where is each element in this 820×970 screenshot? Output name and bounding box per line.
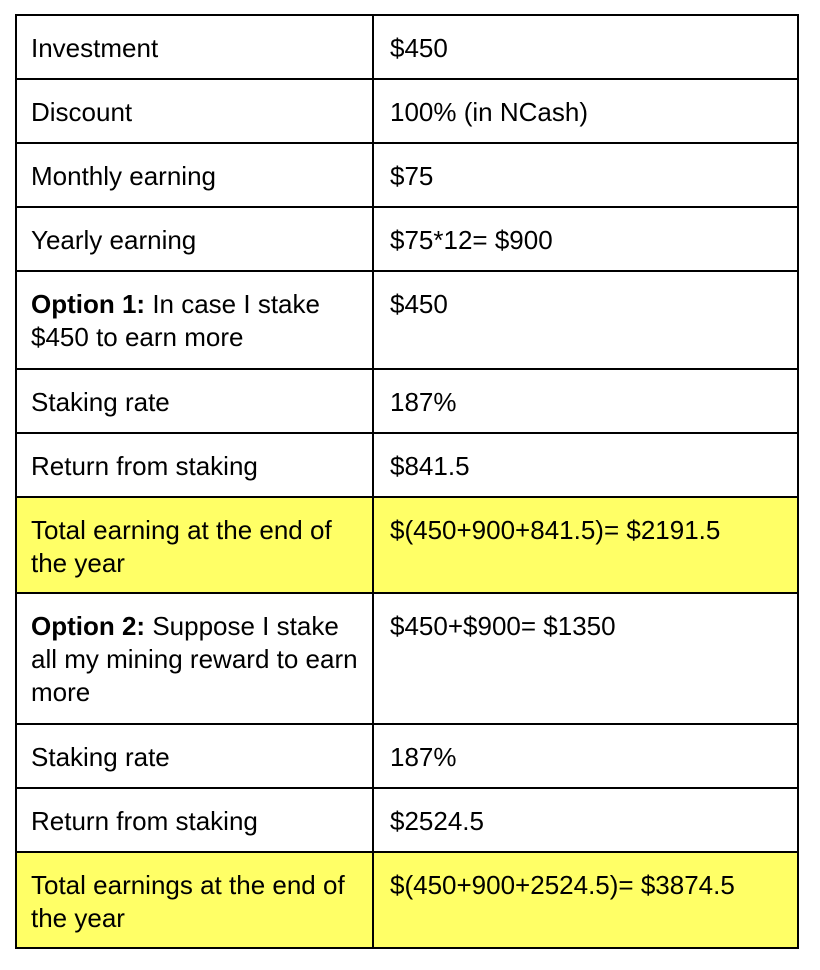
table-row-option-2 xyxy=(16,593,798,724)
table-row-option-1 xyxy=(16,271,798,369)
row-label-text: Investment xyxy=(31,33,159,63)
row-label-text: Suppose I stake all my mining reward to earn more xyxy=(31,611,358,707)
row-label xyxy=(16,593,373,724)
row-label-text: Staking rate xyxy=(31,387,170,417)
row-value: $75*12= $900 xyxy=(373,207,798,271)
row-label-text: Discount xyxy=(31,97,133,127)
row-label-text: Return from staking xyxy=(31,451,258,481)
table-row-staking-rate-1 xyxy=(16,369,798,433)
row-label xyxy=(16,271,373,369)
row-label xyxy=(16,497,373,593)
table-row-yearly-earning xyxy=(16,207,798,271)
row-value: 187% xyxy=(373,369,798,433)
row-label xyxy=(16,852,373,948)
row-value: $75 xyxy=(373,143,798,207)
row-label xyxy=(16,79,373,143)
row-label-text: Total earning at the end of the year xyxy=(31,515,332,578)
row-label xyxy=(16,143,373,207)
row-label-text: Total earnings at the end of the year xyxy=(31,870,345,933)
row-label xyxy=(16,15,373,79)
table-row-investment xyxy=(16,15,798,79)
row-label-text: Staking rate xyxy=(31,742,170,772)
table-row-discount xyxy=(16,79,798,143)
earnings-table-container xyxy=(15,14,797,949)
table-row-total-earning-1 xyxy=(16,497,798,593)
row-label xyxy=(16,788,373,852)
row-value: $2524.5 xyxy=(373,788,798,852)
row-label-text: Monthly earning xyxy=(31,161,216,191)
table-row-staking-rate-2 xyxy=(16,724,798,788)
row-value: $450 xyxy=(373,15,798,79)
row-label-text: Yearly earning xyxy=(31,225,197,255)
row-label xyxy=(16,724,373,788)
earnings-table xyxy=(15,14,799,949)
row-label xyxy=(16,433,373,497)
row-value: 187% xyxy=(373,724,798,788)
row-value: $450 xyxy=(373,271,798,369)
row-value: 100% (in NCash) xyxy=(373,79,798,143)
table-row-return-from-staking-2 xyxy=(16,788,798,852)
table-row-monthly-earning xyxy=(16,143,798,207)
row-label-text: In case I stake $450 to earn more xyxy=(31,289,320,352)
table-row-total-earnings-2 xyxy=(16,852,798,948)
option-1-heading: Option 1: xyxy=(31,289,146,319)
row-label-text: Return from staking xyxy=(31,806,258,836)
row-label xyxy=(16,369,373,433)
row-value: $(450+900+2524.5)= $3874.5 xyxy=(373,852,798,948)
table-row-return-from-staking-1 xyxy=(16,433,798,497)
row-label xyxy=(16,207,373,271)
option-2-heading: Option 2: xyxy=(31,611,146,641)
row-value: $(450+900+841.5)= $2191.5 xyxy=(373,497,798,593)
row-value: $841.5 xyxy=(373,433,798,497)
row-value: $450+$900= $1350 xyxy=(373,593,798,724)
